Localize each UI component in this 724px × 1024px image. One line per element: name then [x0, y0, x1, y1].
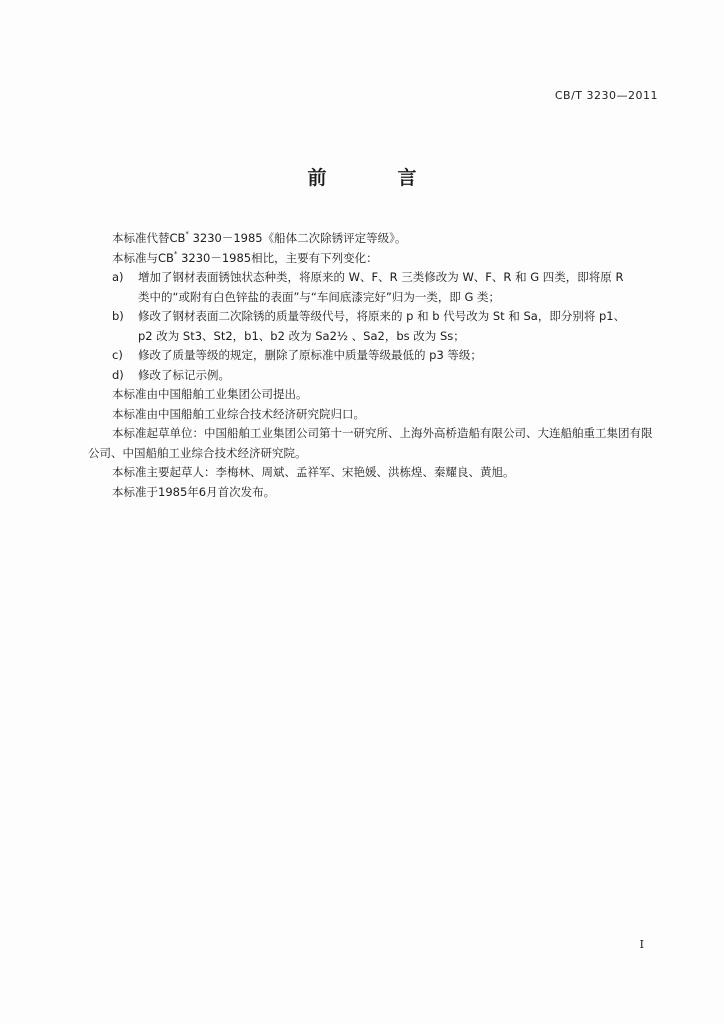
- drafters-paragraph: 本标准主要起草人：李梅林、周斌、孟祥军、宋艳媛、洪栋煌、秦耀良、黄旭。: [112, 465, 515, 479]
- standard-code: CB/T 3230—2011: [554, 89, 658, 102]
- compare-superscript: *: [173, 249, 178, 258]
- change-marker: a): [112, 270, 124, 284]
- change-item-a: [88, 268, 663, 307]
- replaces-prefix: 本标准代替CB: [112, 231, 186, 245]
- change-item-c: [88, 346, 663, 366]
- compare-paragraph: [88, 249, 663, 269]
- page-title: 前 言: [307, 167, 443, 189]
- change-marker: b): [112, 309, 124, 323]
- change-marker: c): [112, 348, 123, 362]
- first-issued-paragraph: 本标准于1985年6月首次发布。: [112, 484, 276, 499]
- proposed-by-paragraph: 本标准由中国船舶工业集团公司提出。: [112, 387, 308, 401]
- drafting-units-paragraph: 本标准起草单位：中国船舶工业集团公司第十一研究所、上海外高桥造船有限公司、大连船舶重工集团有限公司、中国船舶工业综合技术经济研究院。: [88, 426, 653, 460]
- change-line: 修改了钢材表面二次除锈的质量等级代号，将原来的 p 和 b 代号改为 St 和 Sa，即分别将 p1、: [138, 309, 626, 323]
- replaces-superscript: *: [185, 230, 189, 238]
- change-line: 修改了标记示例。: [138, 367, 230, 382]
- compare-suffix: 3230－1985相比，主要有下列变化：: [177, 250, 378, 265]
- change-item-b: [88, 307, 663, 346]
- change-line: 类中的“或附有白色锌盐的表面”与“车间底漆完好”归为一类，即 G 类；: [138, 289, 501, 304]
- change-line: p2 改为 St3、St2，b1、b2 改为 Sa2½ 、Sa2，bs 改为 Ss；: [138, 328, 465, 343]
- managed-by-paragraph: 本标准由中国船舶工业综合技术经济研究院归口。: [112, 406, 365, 421]
- change-item-d: [88, 366, 663, 386]
- page-number: I: [639, 938, 644, 951]
- replaces-suffix: 3230－1985《船体二次除锈评定等级》。: [188, 231, 407, 245]
- replaces-paragraph: [88, 229, 663, 249]
- change-line: 修改了质量等级的规定，删除了原标准中质量等级最低的 p3 等级；: [138, 348, 482, 362]
- compare-prefix: 本标准与CB: [112, 250, 174, 265]
- change-marker: d): [112, 367, 124, 382]
- change-line: 增加了钢材表面锈蚀状态种类，将原来的 W、F、R 三类修改为 W、F、R 和 G 四类，即将原 R: [138, 270, 624, 284]
- foreword-body: [88, 229, 663, 502]
